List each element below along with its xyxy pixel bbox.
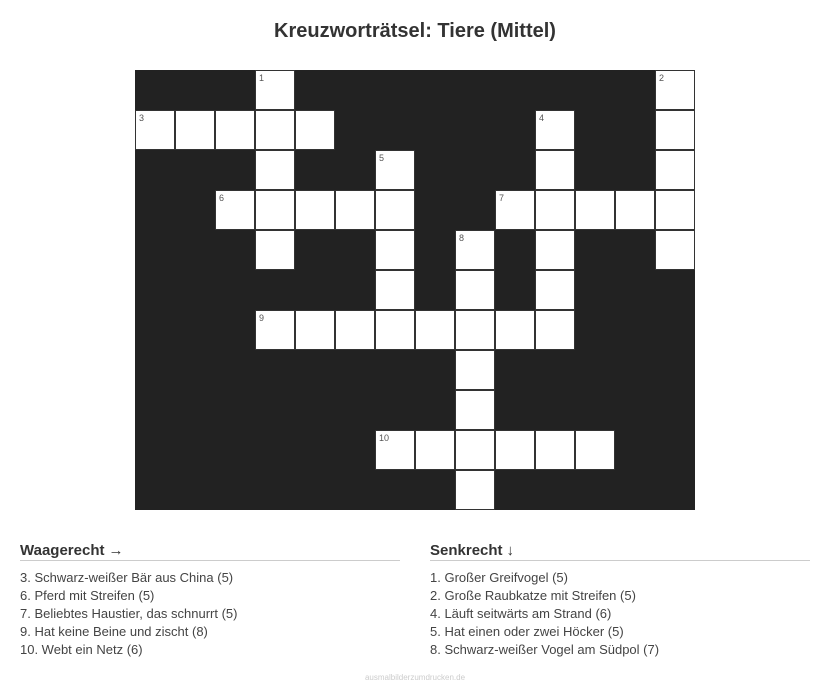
crossword-cell[interactable]	[455, 230, 495, 270]
crossword-cell[interactable]	[535, 150, 575, 190]
crossword-cell[interactable]	[415, 430, 455, 470]
crossword-cell[interactable]	[295, 190, 335, 230]
crossword-cell[interactable]	[535, 230, 575, 270]
crossword-cell[interactable]	[375, 230, 415, 270]
crossword-cell[interactable]	[335, 310, 375, 350]
crossword-cell[interactable]	[575, 430, 615, 470]
crossword-cell[interactable]	[495, 430, 535, 470]
across-clue: 3. Schwarz-weißer Bär aus China (5)	[20, 570, 234, 585]
crossword-cell[interactable]	[495, 310, 535, 350]
down-clue: 5. Hat einen oder zwei Höcker (5)	[430, 624, 624, 639]
crossword-cell[interactable]	[655, 110, 695, 150]
clue-number: 1	[259, 73, 265, 83]
crossword-cell[interactable]	[295, 110, 335, 150]
across-clue: 6. Pferd mit Streifen (5)	[20, 588, 155, 603]
crossword-cell[interactable]	[375, 150, 415, 190]
crossword-cell[interactable]	[455, 270, 495, 310]
across-heading	[20, 542, 400, 561]
crossword-cell[interactable]	[295, 310, 335, 350]
clue-number: 6	[219, 193, 225, 203]
across-clue: 9. Hat keine Beine und zischt (8)	[20, 624, 208, 639]
down-clue: 2. Große Raubkatze mit Streifen (5)	[430, 588, 636, 603]
crossword-cell[interactable]	[655, 150, 695, 190]
footer-watermark: ausmalbilderzumdrucken.de	[364, 673, 466, 682]
crossword-cell[interactable]	[455, 390, 495, 430]
crossword-cell[interactable]	[495, 190, 535, 230]
arrow-down-icon: ↓	[506, 542, 515, 559]
clue-number: 7	[499, 193, 505, 203]
across-clues-section	[20, 542, 400, 659]
crossword-cell[interactable]	[535, 190, 575, 230]
crossword-cell[interactable]	[535, 110, 575, 150]
across-clue: 10. Webt ein Netz (6)	[20, 642, 143, 657]
crossword-cell[interactable]	[255, 110, 295, 150]
crossword-cell[interactable]	[455, 470, 495, 510]
crossword-cell[interactable]	[375, 190, 415, 230]
across-clue: 7. Beliebtes Haustier, das schnurrt (5)	[20, 606, 238, 621]
crossword-cell[interactable]	[255, 310, 295, 350]
down-clues-section	[430, 542, 810, 659]
down-clue: 4. Läuft seitwärts am Strand (6)	[430, 606, 612, 621]
crossword-cell[interactable]	[575, 190, 615, 230]
clue-number: 2	[659, 73, 665, 83]
crossword-cell[interactable]	[255, 70, 295, 110]
crossword-cell[interactable]	[255, 190, 295, 230]
crossword-cell[interactable]	[375, 310, 415, 350]
crossword-grid	[135, 70, 695, 510]
crossword-cell[interactable]	[175, 110, 215, 150]
crossword-cell[interactable]	[215, 190, 255, 230]
crossword-cell[interactable]	[535, 430, 575, 470]
crossword-cell[interactable]	[655, 230, 695, 270]
crossword-cell[interactable]	[255, 150, 295, 190]
crossword-cell[interactable]	[255, 230, 295, 270]
crossword-cell[interactable]	[615, 190, 655, 230]
clue-number: 4	[539, 113, 545, 123]
page-title: Kreuzworträtsel: Tiere (Mittel)	[274, 20, 556, 42]
clue-number: 5	[379, 153, 385, 163]
crossword-cell[interactable]	[455, 430, 495, 470]
across-heading-label: Waagerecht	[20, 542, 105, 559]
crossword-cell[interactable]	[135, 110, 175, 150]
crossword-cell[interactable]	[455, 350, 495, 390]
crossword-cell[interactable]	[655, 70, 695, 110]
crossword-cell[interactable]	[455, 310, 495, 350]
crossword-cell[interactable]	[655, 190, 695, 230]
down-heading	[430, 542, 810, 561]
clue-number: 9	[259, 313, 265, 323]
down-heading-label: Senkrecht	[430, 542, 503, 559]
clue-number: 8	[459, 233, 465, 243]
crossword-cell[interactable]	[375, 270, 415, 310]
crossword-cell[interactable]	[375, 430, 415, 470]
crossword-cell[interactable]	[335, 190, 375, 230]
crossword-cell[interactable]	[215, 110, 255, 150]
clue-number: 10	[379, 433, 390, 443]
down-clue: 1. Großer Greifvogel (5)	[430, 570, 568, 585]
clue-number: 3	[139, 113, 145, 123]
crossword-cell[interactable]	[415, 310, 455, 350]
crossword-cell[interactable]	[535, 270, 575, 310]
down-clue: 8. Schwarz-weißer Vogel am Südpol (7)	[430, 642, 660, 657]
crossword-cell[interactable]	[535, 310, 575, 350]
arrow-right-icon: →	[108, 542, 124, 559]
